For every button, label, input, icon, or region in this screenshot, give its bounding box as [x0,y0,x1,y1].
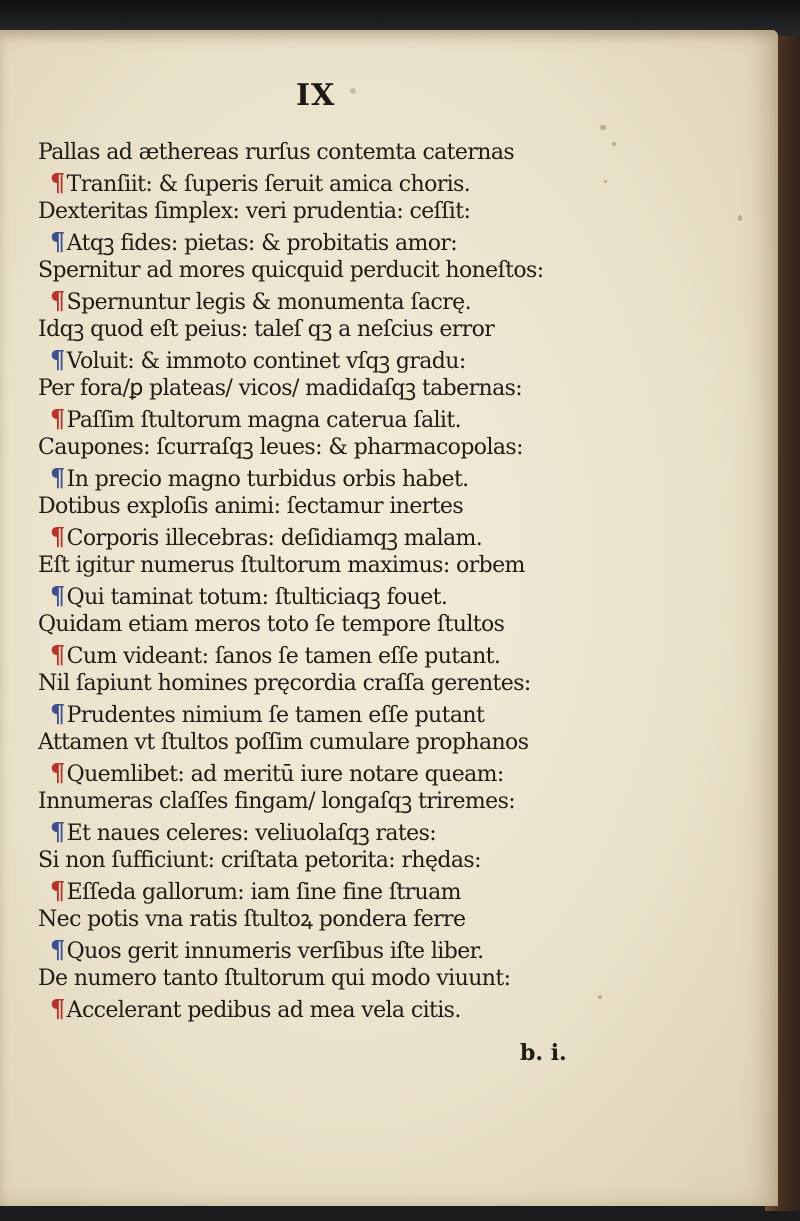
verse-line [38,227,638,257]
verse-line [38,168,638,198]
verse-line-text: Eſſeda gallorum: iam ſine fine ſtruam [66,879,461,905]
verse-line [38,787,638,817]
verse-line [38,138,638,168]
paper-stain [738,215,742,221]
verse-line [38,197,638,227]
signature-mark: b. i. [520,1040,567,1066]
verse-line-text: De numero tanto ſtultorum qui modo viuunt: [38,966,511,991]
verse-line-text: Corporis illecebras: deſidiamqꝫ malam. [66,525,483,551]
verse-line-text: Si non ſufficiunt: criſtata petorita: rhędas: [38,848,481,873]
verse-line-text: Dotibus exploſis animi: ſectamur inertes [38,494,464,519]
blue-pilcrow-icon: ¶ [50,462,65,492]
red-pilcrow-icon: ¶ [50,403,65,433]
verse-line-text: Innumeras claſſes fingam/ longaſqꝫ triremes: [38,789,516,814]
verse-line-text: Voluit: & immoto continet vſqꝫ gradu: [66,348,466,374]
verse-line-text: Dexteritas ſimplex: veri prudentia: ceſſit: [38,199,471,224]
verse-line-text: Nec potis vna ratis ſtultoꝝ pondera ferre [38,907,466,932]
verse-line-text: Per fora/ꝑ plateas/ vicos/ madidaſqꝫ tabernas: [38,376,523,401]
verse-line [38,463,638,493]
verse-line [38,728,638,758]
folio-number: IX [296,78,336,113]
verse-line [38,404,638,434]
verse-line [38,433,638,463]
verse-line [38,994,638,1024]
verse-line [38,758,638,788]
blue-pilcrow-icon: ¶ [50,344,65,374]
verse-line-text: Qui taminat totum: ſtulticiaqꝫ fouet. [66,584,448,610]
verse-line [38,551,638,581]
verse-line [38,905,638,935]
verse-line-text: Tranſiit: & ſuperis ſeruit amica choris. [66,171,471,197]
verse-line-text: Atqꝫ fides: pietas: & probitatis amor: [66,230,458,256]
verse-line-text: Prudentes nimium ſe tamen eſſe putant [66,702,485,728]
verse-line-text: Et naues celeres: veliuolaſqꝫ rates: [66,820,437,846]
verse-line [38,492,638,522]
verse-line [38,581,638,611]
verse-line-text: Spernitur ad mores quicquid perducit honeſtos: [38,258,544,283]
verse-text [38,138,638,1023]
verse-line [38,964,638,994]
verse-line-text: Quos gerit innumeris verſibus iſte liber. [66,938,484,964]
verse-line [38,699,638,729]
verse-line-text: Pallas ad æthereas rurſus contemta caternas [38,140,515,165]
verse-line [38,640,638,670]
verse-line [38,610,638,640]
verse-line-text: Cum videant: ſanos ſe tamen eſſe putant. [66,643,501,669]
verse-line [38,846,638,876]
verse-line-text: Quidam etiam meros toto ſe tempore ſtultos [38,612,505,637]
verse-line [38,345,638,375]
red-pilcrow-icon: ¶ [50,875,65,905]
red-pilcrow-icon: ¶ [50,757,65,787]
blue-pilcrow-icon: ¶ [50,816,65,846]
verse-line-text: Accelerant pedibus ad mea vela citis. [66,997,461,1023]
verse-line [38,935,638,965]
blue-pilcrow-icon: ¶ [50,580,65,610]
blue-pilcrow-icon: ¶ [50,934,65,964]
red-pilcrow-icon: ¶ [50,167,65,197]
blue-pilcrow-icon: ¶ [50,698,65,728]
verse-line-text: Eſt igitur numerus ſtultorum maximus: orbem [38,553,525,578]
blue-pilcrow-icon: ¶ [50,226,65,256]
verse-line-text: Caupones: ſcurraſqꝫ leues: & pharmacopolas: [38,435,523,460]
verse-line [38,817,638,847]
verse-line-text: Paſſim ſtultorum magna caterua ſalit. [66,407,461,433]
verse-line [38,669,638,699]
verse-line [38,876,638,906]
paper-stain [600,125,606,130]
red-pilcrow-icon: ¶ [50,639,65,669]
verse-line [38,256,638,286]
verse-line [38,374,638,404]
red-pilcrow-icon: ¶ [50,285,65,315]
red-pilcrow-icon: ¶ [50,993,65,1023]
verse-line [38,315,638,345]
verse-line-text: Spernuntur legis & monumenta ſacrę. [66,289,471,315]
verse-line [38,286,638,316]
verse-line-text: Nil ſapiunt homines pręcordia craſſa gerentes: [38,671,531,696]
folio-ornament [350,88,356,94]
verse-line-text: In precio magno turbidus orbis habet. [66,466,469,492]
verse-line-text: Idqꝫ quod eſt peius: taleſ qꝫ a neſcius error [38,317,495,342]
red-pilcrow-icon: ¶ [50,521,65,551]
verse-line-text: Quemlibet: ad meritū iure notare queam: [66,761,504,787]
verse-line-text: Attamen vt ſtultos poſſim cumulare prophanos [38,730,529,755]
verse-line [38,522,638,552]
